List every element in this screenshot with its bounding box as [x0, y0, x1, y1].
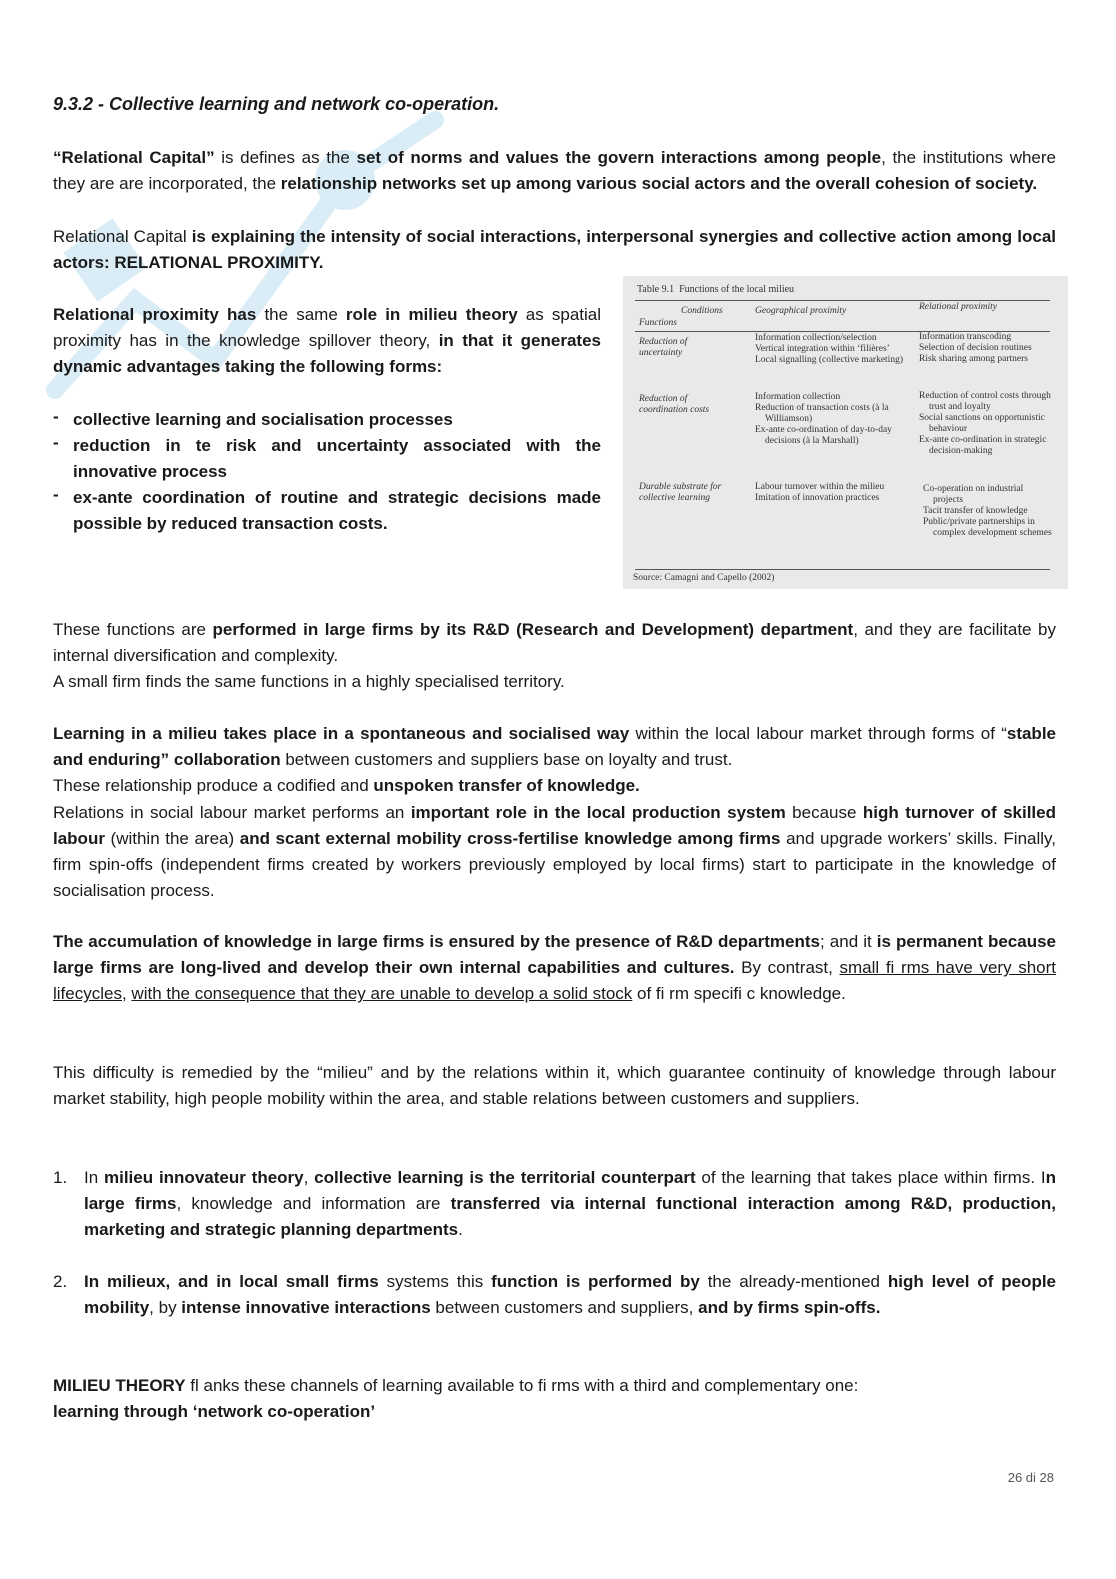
- table-rule: [635, 300, 1050, 301]
- page-number: 26 di 28: [1007, 1470, 1054, 1485]
- row-rel-cell: [919, 391, 1054, 457]
- paragraph-milieu-remedy: This difficulty is remedied by the “milieu” and by the relations within it, which guarantee continuity of knowledge through labour market stability, high people mobility within the area, and stable relations between customers and suppliers.: [53, 1063, 1056, 1109]
- section-heading: 9.3.2 - Collective learning and network co-operation.: [53, 94, 500, 114]
- cell-line: Information transcoding: [919, 332, 1012, 342]
- cell-line: Ex-ante co-ordination in strategic decision-making: [919, 435, 1047, 456]
- paragraph-relational-capital: “Relational Capital” is defines as the set of norms and values the govern interactions among people, the institutions where they are are incorporated, the relationship networks set up among various social actors and the overall cohesion of society.: [53, 148, 1056, 194]
- row-function: Reduction of uncertainty: [639, 337, 688, 358]
- header-geographical: Geographical proximity: [755, 306, 847, 316]
- list-item: - ex-ante coordination of routine and strategic decisions made possible by reduced transaction costs.: [53, 485, 601, 537]
- list-item: - reduction in te risk and uncertainty associated with the innovative process: [53, 433, 601, 485]
- item-number: 1.: [53, 1168, 68, 1187]
- row-rel-cell: [919, 332, 1054, 365]
- paragraph-milieu-learning: Learning in a milieu takes place in a spontaneous and socialised way within the local labour market through forms of “stable and enduring” collaboration between customers and suppliers base on loyalty and trust. These relationship produce a codified and unspoken transfer of knowledge. Relations in social labour market performs an important role in the local production system because high turnover of skilled labour (within the area) and scant external mobility cross-fertilise knowledge among firms and upgrade workers’ skills. Finally, firm spin-offs (independent firms created by workers previously employed by local firms) start to participate in the knowledge of socialisation process.: [53, 724, 1056, 901]
- cell-line: Information collection/selection: [755, 333, 877, 343]
- table-source: Source: Camagni and Capello (2002): [633, 573, 775, 583]
- cell-line: Reduction of control costs through trust and loyalty: [919, 391, 1051, 412]
- header-conditions: Conditions: [681, 306, 723, 316]
- item-number: 2.: [53, 1272, 68, 1291]
- table-rule: [635, 569, 1050, 570]
- header-functions: Functions: [639, 318, 677, 328]
- cell-line: Ex-ante co-ordination of day-to-day decisions (à la Marshall): [755, 425, 892, 446]
- cell-line: Co-operation on industrial projects: [923, 484, 1024, 505]
- cell-line: Local signalling (collective marketing): [755, 355, 903, 365]
- table-title: Table 9.1 Functions of the local milieu: [637, 284, 795, 295]
- list-item: - collective learning and socialisation processes: [53, 407, 601, 433]
- advantages-list: [53, 407, 601, 538]
- header-relational: Relational proximity: [919, 302, 998, 312]
- cell-line: Public/private partnerships in complex development schemes: [923, 517, 1052, 538]
- left-column: [53, 302, 601, 538]
- row-rel-cell: [923, 484, 1054, 539]
- row-geo-cell: [755, 392, 905, 447]
- numbered-item-1: 1. In milieu innovateur theory, collective learning is the territorial counterpart of the learning that takes place within firms. In large firms, knowledge and information are transferred via internal functional interaction among R&D, production, marketing and strategic planning departments.: [53, 1165, 1056, 1244]
- paragraph-relational-proximity-def: Relational Capital is explaining the intensity of social interactions, interpersonal synergies and collective action among local actors: RELATIONAL PROXIMITY.: [53, 227, 1056, 273]
- paragraph-rd-functions: These functions are performed in large firms by its R&D (Research and Development) department, and they are facilitate by internal diversification and complexity. A small firm finds the same functions in a highly specialised territory.: [53, 620, 1056, 692]
- paragraph-relational-proximity-role: Relational proximity has the same role in milieu theory as spatial proximity has in the knowledge spillover theory, in that it generates dynamic advantages taking the following forms:: [53, 305, 602, 377]
- row-geo-cell: [755, 482, 905, 504]
- cell-line: Reduction of transaction costs (à la Williamson): [755, 403, 889, 424]
- row-function: Durable substrate for collective learning: [639, 482, 722, 503]
- cell-line: Selection of decision routines: [919, 343, 1032, 353]
- numbered-item-2: 2. In milieux, and in local small firms systems this function is performed by the already-mentioned high level of people mobility, by intense innovative interactions between customers and suppliers, and by firms spin-offs.: [53, 1269, 1056, 1321]
- paragraph-milieu-theory: MILIEU THEORY fl anks these channels of learning available to fi rms with a third and complementary one: learning through ‘network co-operation’: [53, 1376, 859, 1422]
- cell-line: Imitation of innovation practices: [755, 493, 880, 503]
- cell-line: Risk sharing among partners: [919, 354, 1028, 364]
- cell-line: Information collection: [755, 392, 841, 402]
- row-function: Reduction of coordination costs: [639, 394, 710, 415]
- row-geo-cell: [755, 333, 905, 366]
- paragraph-knowledge-accumulation: The accumulation of knowledge in large firms is ensured by the presence of R&D departments; and it is permanent because large firms are long-lived and develop their own internal capabilities and cultures. By contrast, small fi rms have very short lifecycles, with the consequence that they are unable to develop a solid stock of fi rm specifi c knowledge.: [53, 932, 1057, 1004]
- table-functions-of-local-milieu: [623, 276, 1068, 589]
- cell-line: Vertical integration within ‘filières’: [755, 344, 890, 354]
- cell-line: Labour turnover within the milieu: [755, 482, 885, 492]
- cell-line: Social sanctions on opportunistic behaviour: [919, 413, 1045, 434]
- cell-line: Tacit transfer of knowledge: [923, 506, 1028, 516]
